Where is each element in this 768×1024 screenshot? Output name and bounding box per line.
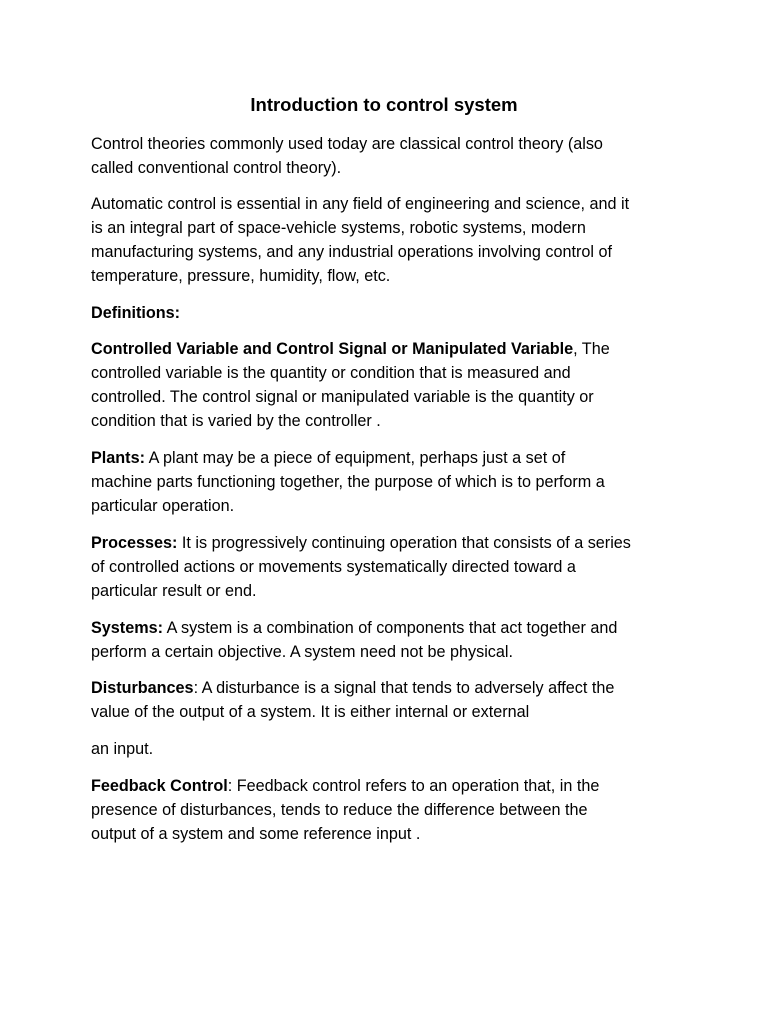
definition-plants	[91, 446, 691, 518]
text-line: value of the output of a system. It is either internal or external	[91, 703, 530, 721]
definition-first-line	[91, 531, 691, 555]
definition-disturbances	[91, 676, 691, 724]
definition-systems	[91, 616, 691, 664]
text-line: temperature, pressure, humidity, flow, etc.	[91, 267, 391, 285]
definition-first-line	[91, 774, 691, 798]
definition-text: It is progressively continuing operation that consists of a series	[177, 534, 631, 552]
text-line: output of a system and some reference input .	[91, 825, 421, 843]
definition-first-line	[91, 616, 691, 640]
document-title: Introduction to control system	[250, 94, 518, 115]
text-line: machine parts functioning together, the purpose of which is to perform a	[91, 473, 605, 491]
definition-text: A plant may be a piece of equipment, perhaps just a set of	[144, 449, 566, 467]
definition-processes	[91, 531, 691, 603]
paragraph-automatic-control	[91, 192, 691, 288]
paragraph-intro	[91, 132, 691, 180]
definitions-heading	[91, 301, 691, 325]
definition-term: Processes:	[91, 534, 178, 552]
text-line: Control theories commonly used today are classical control theory (also	[91, 135, 603, 153]
text-line: called conventional control theory).	[91, 159, 342, 177]
definition-term: Disturbances	[91, 679, 194, 697]
text-line: controlled. The control signal or manipulated variable is the quantity or	[91, 388, 594, 406]
definition-feedback-control	[91, 774, 691, 846]
definition-first-line	[91, 446, 691, 470]
text-line: condition that is varied by the controller .	[91, 412, 381, 430]
text-line: presence of disturbances, tends to reduce the difference between the	[91, 801, 588, 819]
text-line: an input.	[91, 740, 154, 758]
definition-first-line	[91, 676, 691, 700]
paragraph-an-input	[91, 737, 691, 761]
definition-controlled-variable	[91, 337, 691, 433]
definition-text: A system is a combination of components that act together and	[162, 619, 618, 637]
text-line: of controlled actions or movements systematically directed toward a	[91, 558, 576, 576]
definition-text: : Feedback control refers to an operation that, in the	[227, 777, 600, 795]
definition-term: Plants:	[91, 449, 145, 467]
text-line: is an integral part of space-vehicle systems, robotic systems, modern	[91, 219, 586, 237]
text-line: perform a certain objective. A system need not be physical.	[91, 643, 513, 661]
definition-term: Controlled Variable and Control Signal or Manipulated Variable	[91, 340, 574, 358]
section-heading: Definitions:	[91, 304, 181, 322]
text-line: particular result or end.	[91, 582, 257, 600]
definition-text: , The	[573, 340, 610, 358]
text-line: controlled variable is the quantity or condition that is measured and	[91, 364, 571, 382]
text-line: particular operation.	[91, 497, 235, 515]
definition-term: Feedback Control	[91, 777, 228, 795]
text-line: manufacturing systems, and any industrial operations involving control of	[91, 243, 612, 261]
definition-first-line	[91, 337, 691, 361]
definition-text: : A disturbance is a signal that tends to adversely affect the	[193, 679, 615, 697]
text-line: Automatic control is essential in any field of engineering and science, and it	[91, 195, 630, 213]
definition-term: Systems:	[91, 619, 163, 637]
